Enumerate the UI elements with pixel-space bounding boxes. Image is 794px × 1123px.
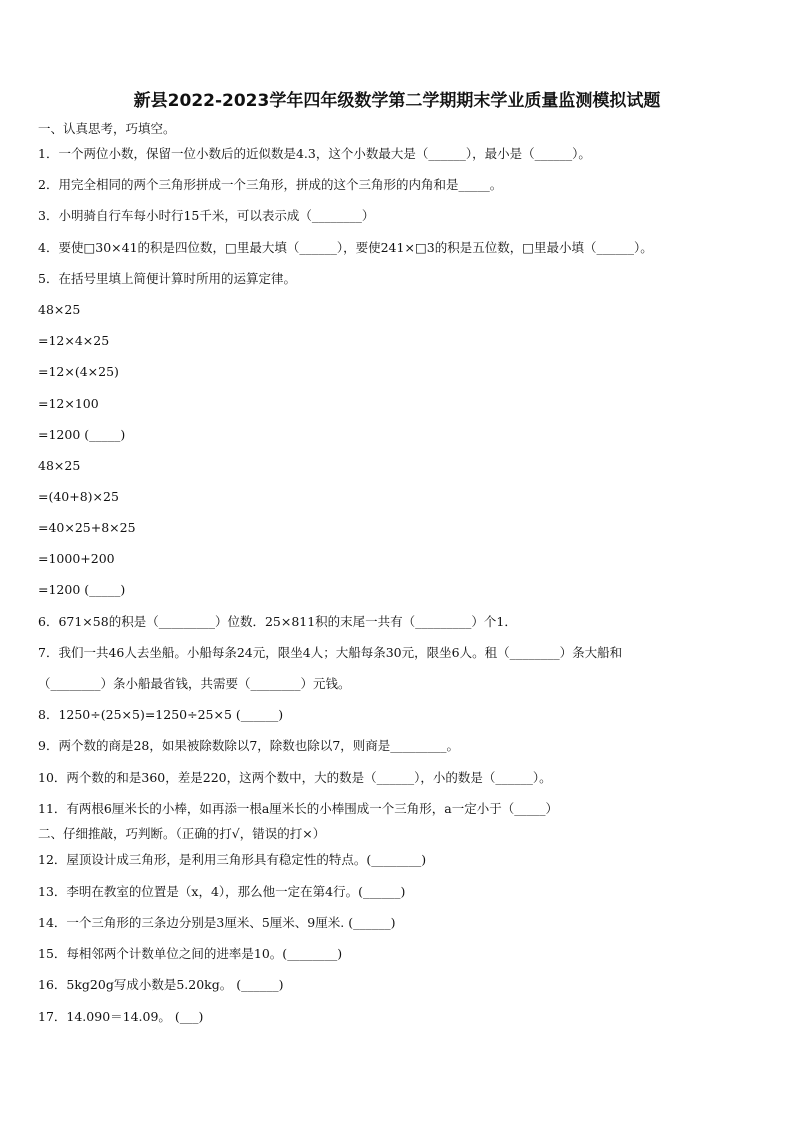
question-4: 4．要使□30×41的积是四位数，□里最大填（______），要使241×□3的积是五位数，□里最小填（______）。 [38, 240, 653, 255]
section-heading-2: 二、仔细推敲，巧判断。（正确的打√，错误的打×） [38, 826, 326, 841]
calc-line: 48×25 [38, 302, 81, 317]
question-7-cont: （________）条小船最省钱，共需要（________）元钱。 [38, 676, 351, 691]
calc-line: =12×(4×25) [38, 364, 119, 379]
question-11: 11．有两根6厘米长的小棒，如再添一根a厘米长的小棒围成一个三角形，a一定小于（_____） [38, 801, 559, 816]
calc-line: =12×100 [38, 396, 99, 411]
question-9: 9．两个数的商是28，如果被除数除以7，除数也除以7，则商是_________。 [38, 738, 460, 753]
calc-line: =12×4×25 [38, 333, 110, 348]
question-15: 15．每相邻两个计数单位之间的进率是10。(________) [38, 946, 343, 961]
question-10: 10．两个数的和是360，差是220，这两个数中，大的数是（______），小的数是（______）。 [38, 770, 552, 785]
calc-line: 48×25 [38, 458, 81, 473]
question-17: 17．14.090＝14.09。 (___) [38, 1009, 204, 1024]
question-12: 12．屋顶设计成三角形，是利用三角形具有稳定性的特点。(________) [38, 852, 427, 867]
calc-line: =(40+8)×25 [38, 489, 119, 504]
question-5: 5．在括号里填上简便计算时所用的运算定律。 [38, 271, 296, 286]
question-6: 6．671×58的积是（_________）位数．25×811积的末尾一共有（_________）个1． [38, 614, 517, 629]
calc-line: =1200 (_____) [38, 582, 126, 597]
page-title: 新县2022-2023学年四年级数学第二学期期末学业质量监测模拟试题 [133, 91, 661, 111]
question-16: 16．5kg20g写成小数是5.20kg。 (______) [38, 977, 284, 992]
question-3: 3．小明骑自行车每小时行15千米，可以表示成（________） [38, 208, 375, 223]
section-heading-1: 一、认真思考，巧填空。 [38, 121, 176, 136]
question-1: 1．一个两位小数，保留一位小数后的近似数是4.3，这个小数最大是（______），最小是（______）。 [38, 146, 591, 161]
calc-line: =1000+200 [38, 551, 115, 566]
calc-line: =1200 (_____) [38, 427, 126, 442]
question-8: 8．1250÷(25×5)=1250÷25×5 (______) [38, 707, 284, 722]
calc-line: =40×25+8×25 [38, 520, 136, 535]
question-13: 13．李明在教室的位置是（x，4），那么他一定在第4行。(______) [38, 884, 406, 899]
question-7: 7．我们一共46人去坐船。小船每条24元，限坐4人；大船每条30元，限坐6人。租（________）条大船和 [38, 645, 623, 660]
question-14: 14．一个三角形的三条边分别是3厘米、5厘米、9厘米. (______) [38, 915, 396, 930]
question-2: 2．用完全相同的两个三角形拼成一个三角形，拼成的这个三角形的内角和是_____。 [38, 177, 503, 192]
